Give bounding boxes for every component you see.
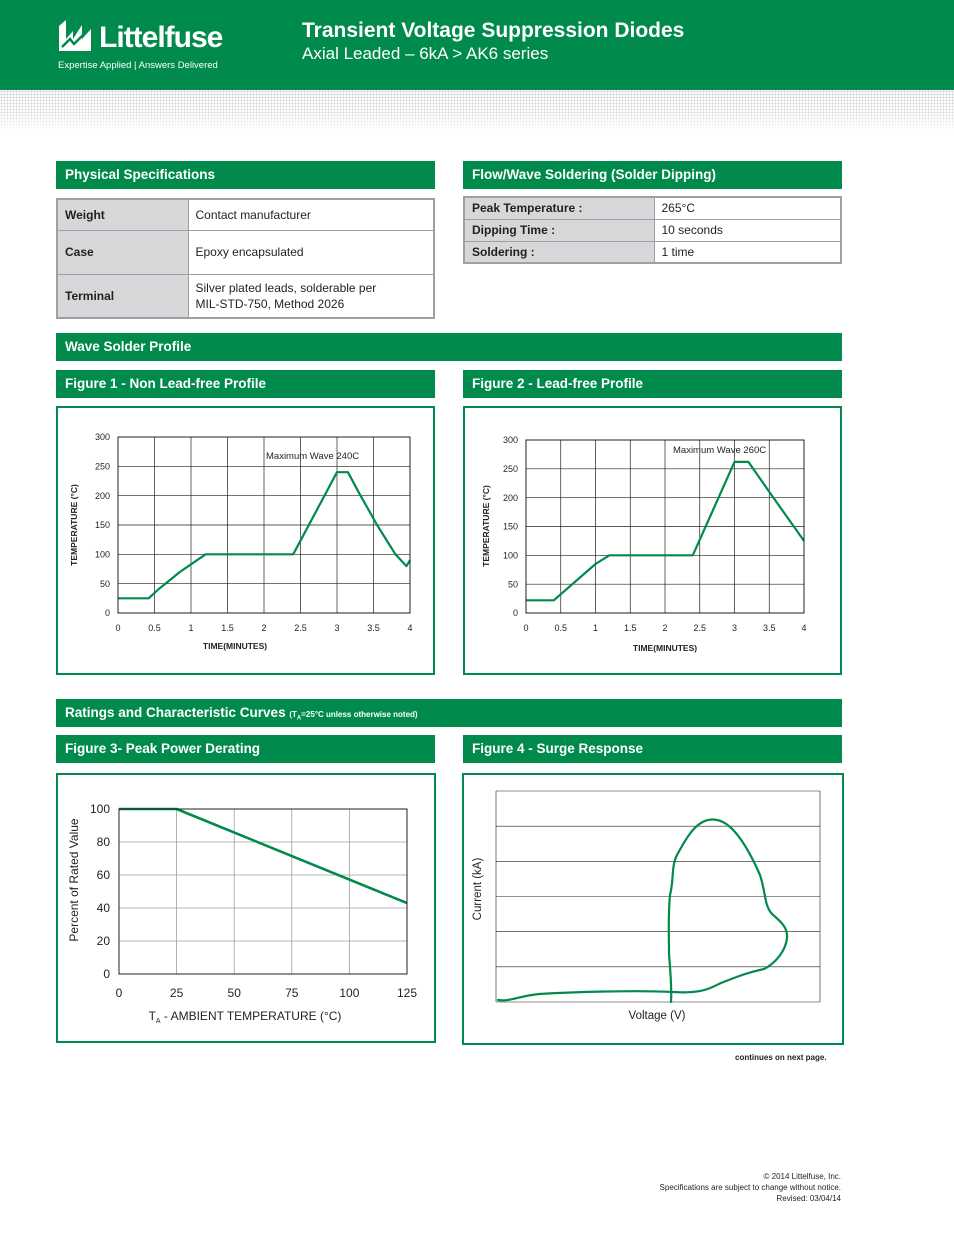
ratings-note-prefix: (T — [289, 710, 297, 719]
logo-tagline: Expertise Applied | Answers Delivered — [58, 60, 218, 71]
spec-value — [188, 274, 434, 318]
y-tick-label: 250 — [502, 463, 518, 474]
y-tick-label: 60 — [96, 868, 110, 883]
y-tick-label: 100 — [502, 550, 518, 561]
figure1-heading: Figure 1 - Non Lead-free Profile — [56, 370, 435, 398]
chart-annotation: Maximum Wave 260C — [673, 445, 767, 456]
page-header — [0, 0, 954, 90]
spec-value: Contact manufacturer — [188, 199, 434, 230]
wave-solder-profile-heading: Wave Solder Profile — [56, 333, 842, 361]
dot-pattern-fade — [0, 90, 954, 132]
spec-label: Terminal — [57, 274, 188, 318]
x-tick-label: 3 — [731, 623, 738, 633]
ratings-note — [289, 710, 418, 722]
x-tick-label: 125 — [396, 986, 418, 1000]
x-tick-label: 1 — [188, 623, 194, 633]
spec-value: Epoxy encapsulated — [188, 230, 434, 274]
x-axis-label — [149, 1009, 342, 1025]
y-tick-label: 0 — [103, 967, 110, 982]
figure4-frame — [462, 773, 844, 1045]
y-tick-label: 0 — [512, 608, 518, 619]
y-tick-label: 200 — [502, 492, 518, 503]
x-tick-label: 2 — [662, 623, 668, 633]
figure1-chart — [58, 408, 433, 673]
x-tick-label: 75 — [285, 986, 299, 1000]
spec-value-line2: MIL-STD-750, Method 2026 — [195, 296, 345, 311]
y-axis-label: TEMPERATURE (°C) — [481, 485, 491, 567]
x-tick-label: 100 — [339, 986, 360, 1000]
x-axis-label-text: - AMBIENT TEMPERATURE (°C) — [160, 1009, 342, 1023]
y-tick-label: 80 — [96, 835, 110, 850]
x-tick-label: 50 — [227, 986, 241, 1000]
copyright-line: © 2014 Littelfuse, Inc. — [763, 1172, 841, 1181]
figure3-frame — [56, 773, 436, 1043]
y-tick-label: 20 — [96, 934, 110, 949]
figure2-heading: Figure 2 - Lead-free Profile — [463, 370, 842, 398]
y-tick-label: 300 — [502, 435, 518, 446]
x-tick-label: 3.5 — [762, 623, 776, 633]
ratings-note-suffix: =25°C unless otherwise noted) — [301, 710, 418, 719]
soldering-table — [463, 196, 842, 264]
y-tick-label: 0 — [104, 608, 110, 619]
ratings-note-sub: A — [296, 715, 302, 722]
y-tick-label: 250 — [94, 461, 110, 472]
y-tick-label: 40 — [96, 901, 110, 916]
x-tick-label: 0 — [115, 623, 121, 633]
figure2-chart — [465, 408, 840, 673]
spec-value-line1: Silver plated leads, solderable per — [195, 280, 377, 295]
solder-label: Soldering : — [464, 241, 654, 263]
x-tick-label: 0.5 — [554, 623, 568, 633]
spec-row-case — [57, 230, 434, 274]
x-tick-label: 0 — [523, 623, 529, 633]
y-axis-label: Current (kA) — [472, 857, 484, 921]
x-tick-label: 3.5 — [367, 623, 380, 633]
x-tick-label: 0.5 — [148, 623, 161, 633]
y-tick-label: 100 — [89, 802, 110, 817]
spec-label: Weight — [57, 199, 188, 230]
soldering-heading: Flow/Wave Soldering (Solder Dipping) — [463, 161, 842, 189]
x-tick-label: 2.5 — [693, 623, 707, 633]
y-tick-label: 150 — [94, 520, 110, 531]
solder-label: Dipping Time : — [464, 219, 654, 241]
solder-row-soldering — [464, 241, 841, 263]
solder-label: Peak Temperature : — [464, 197, 654, 219]
x-axis-label-prefix: T — [148, 1009, 156, 1023]
y-tick-label: 150 — [502, 521, 518, 532]
x-axis-label: TIME(MINUTES) — [202, 641, 268, 651]
y-axis-label: Percent of Rated Value — [67, 818, 81, 942]
surge-response-curve — [498, 820, 787, 1002]
spec-row-terminal — [57, 274, 434, 318]
spec-row-weight — [57, 199, 434, 230]
x-tick-label: 25 — [169, 986, 184, 1000]
figure3-chart — [58, 775, 434, 1041]
figure4-chart — [464, 775, 842, 1043]
x-tick-label: 4 — [801, 623, 807, 633]
physical-specs-table — [56, 198, 435, 319]
y-tick-label: 50 — [99, 578, 110, 589]
figure2-frame — [463, 406, 842, 675]
y-tick-label: 100 — [94, 549, 110, 560]
chart-annotation: Maximum Wave 240C — [266, 451, 360, 462]
y-tick-label: 200 — [94, 490, 110, 501]
y-axis-label: TEMPERATURE (°C) — [69, 484, 79, 566]
ratings-heading — [56, 699, 842, 727]
x-tick-label: 1.5 — [623, 623, 637, 633]
x-tick-label: 1 — [592, 623, 599, 633]
solder-value: 265°C — [654, 197, 841, 219]
profile-line — [119, 809, 407, 903]
notice-line: Specifications are subject to change without notice. — [659, 1183, 841, 1192]
littelfuse-logo-icon — [57, 20, 93, 53]
x-tick-label: 2.5 — [294, 623, 307, 633]
physical-specs-heading: Physical Specifications — [56, 161, 435, 189]
revised-line: Revised: 03/04/14 — [776, 1194, 841, 1203]
x-tick-label: 3 — [334, 623, 340, 633]
x-axis-label: Voltage (V) — [628, 1010, 686, 1022]
x-axis-label: TIME(MINUTES) — [632, 643, 698, 653]
ratings-heading-text: Ratings and Characteristic Curves — [65, 705, 286, 720]
solder-row-peak-temp — [464, 197, 841, 219]
x-tick-label: 4 — [407, 623, 413, 633]
figure3-heading: Figure 3- Peak Power Derating — [56, 735, 435, 763]
spec-label: Case — [57, 230, 188, 274]
figure4-heading: Figure 4 - Surge Response — [463, 735, 842, 763]
figure1-frame — [56, 406, 435, 675]
document-subtitle: Axial Leaded – 6kA > AK6 series — [302, 44, 549, 63]
x-tick-label: 1.5 — [221, 623, 234, 633]
x-tick-label: 0 — [115, 986, 123, 1000]
solder-value: 1 time — [654, 241, 841, 263]
logo-wordmark: Littelfuse — [99, 21, 223, 54]
x-tick-label: 2 — [261, 623, 267, 633]
solder-row-dipping-time — [464, 219, 841, 241]
continues-note: continues on next page. — [735, 1053, 827, 1062]
x-axis-label-sub: A — [155, 1018, 161, 1025]
y-tick-label: 300 — [94, 432, 110, 443]
document-title: Transient Voltage Suppression Diodes — [302, 19, 685, 42]
y-tick-label: 50 — [507, 579, 518, 590]
solder-value: 10 seconds — [654, 219, 841, 241]
